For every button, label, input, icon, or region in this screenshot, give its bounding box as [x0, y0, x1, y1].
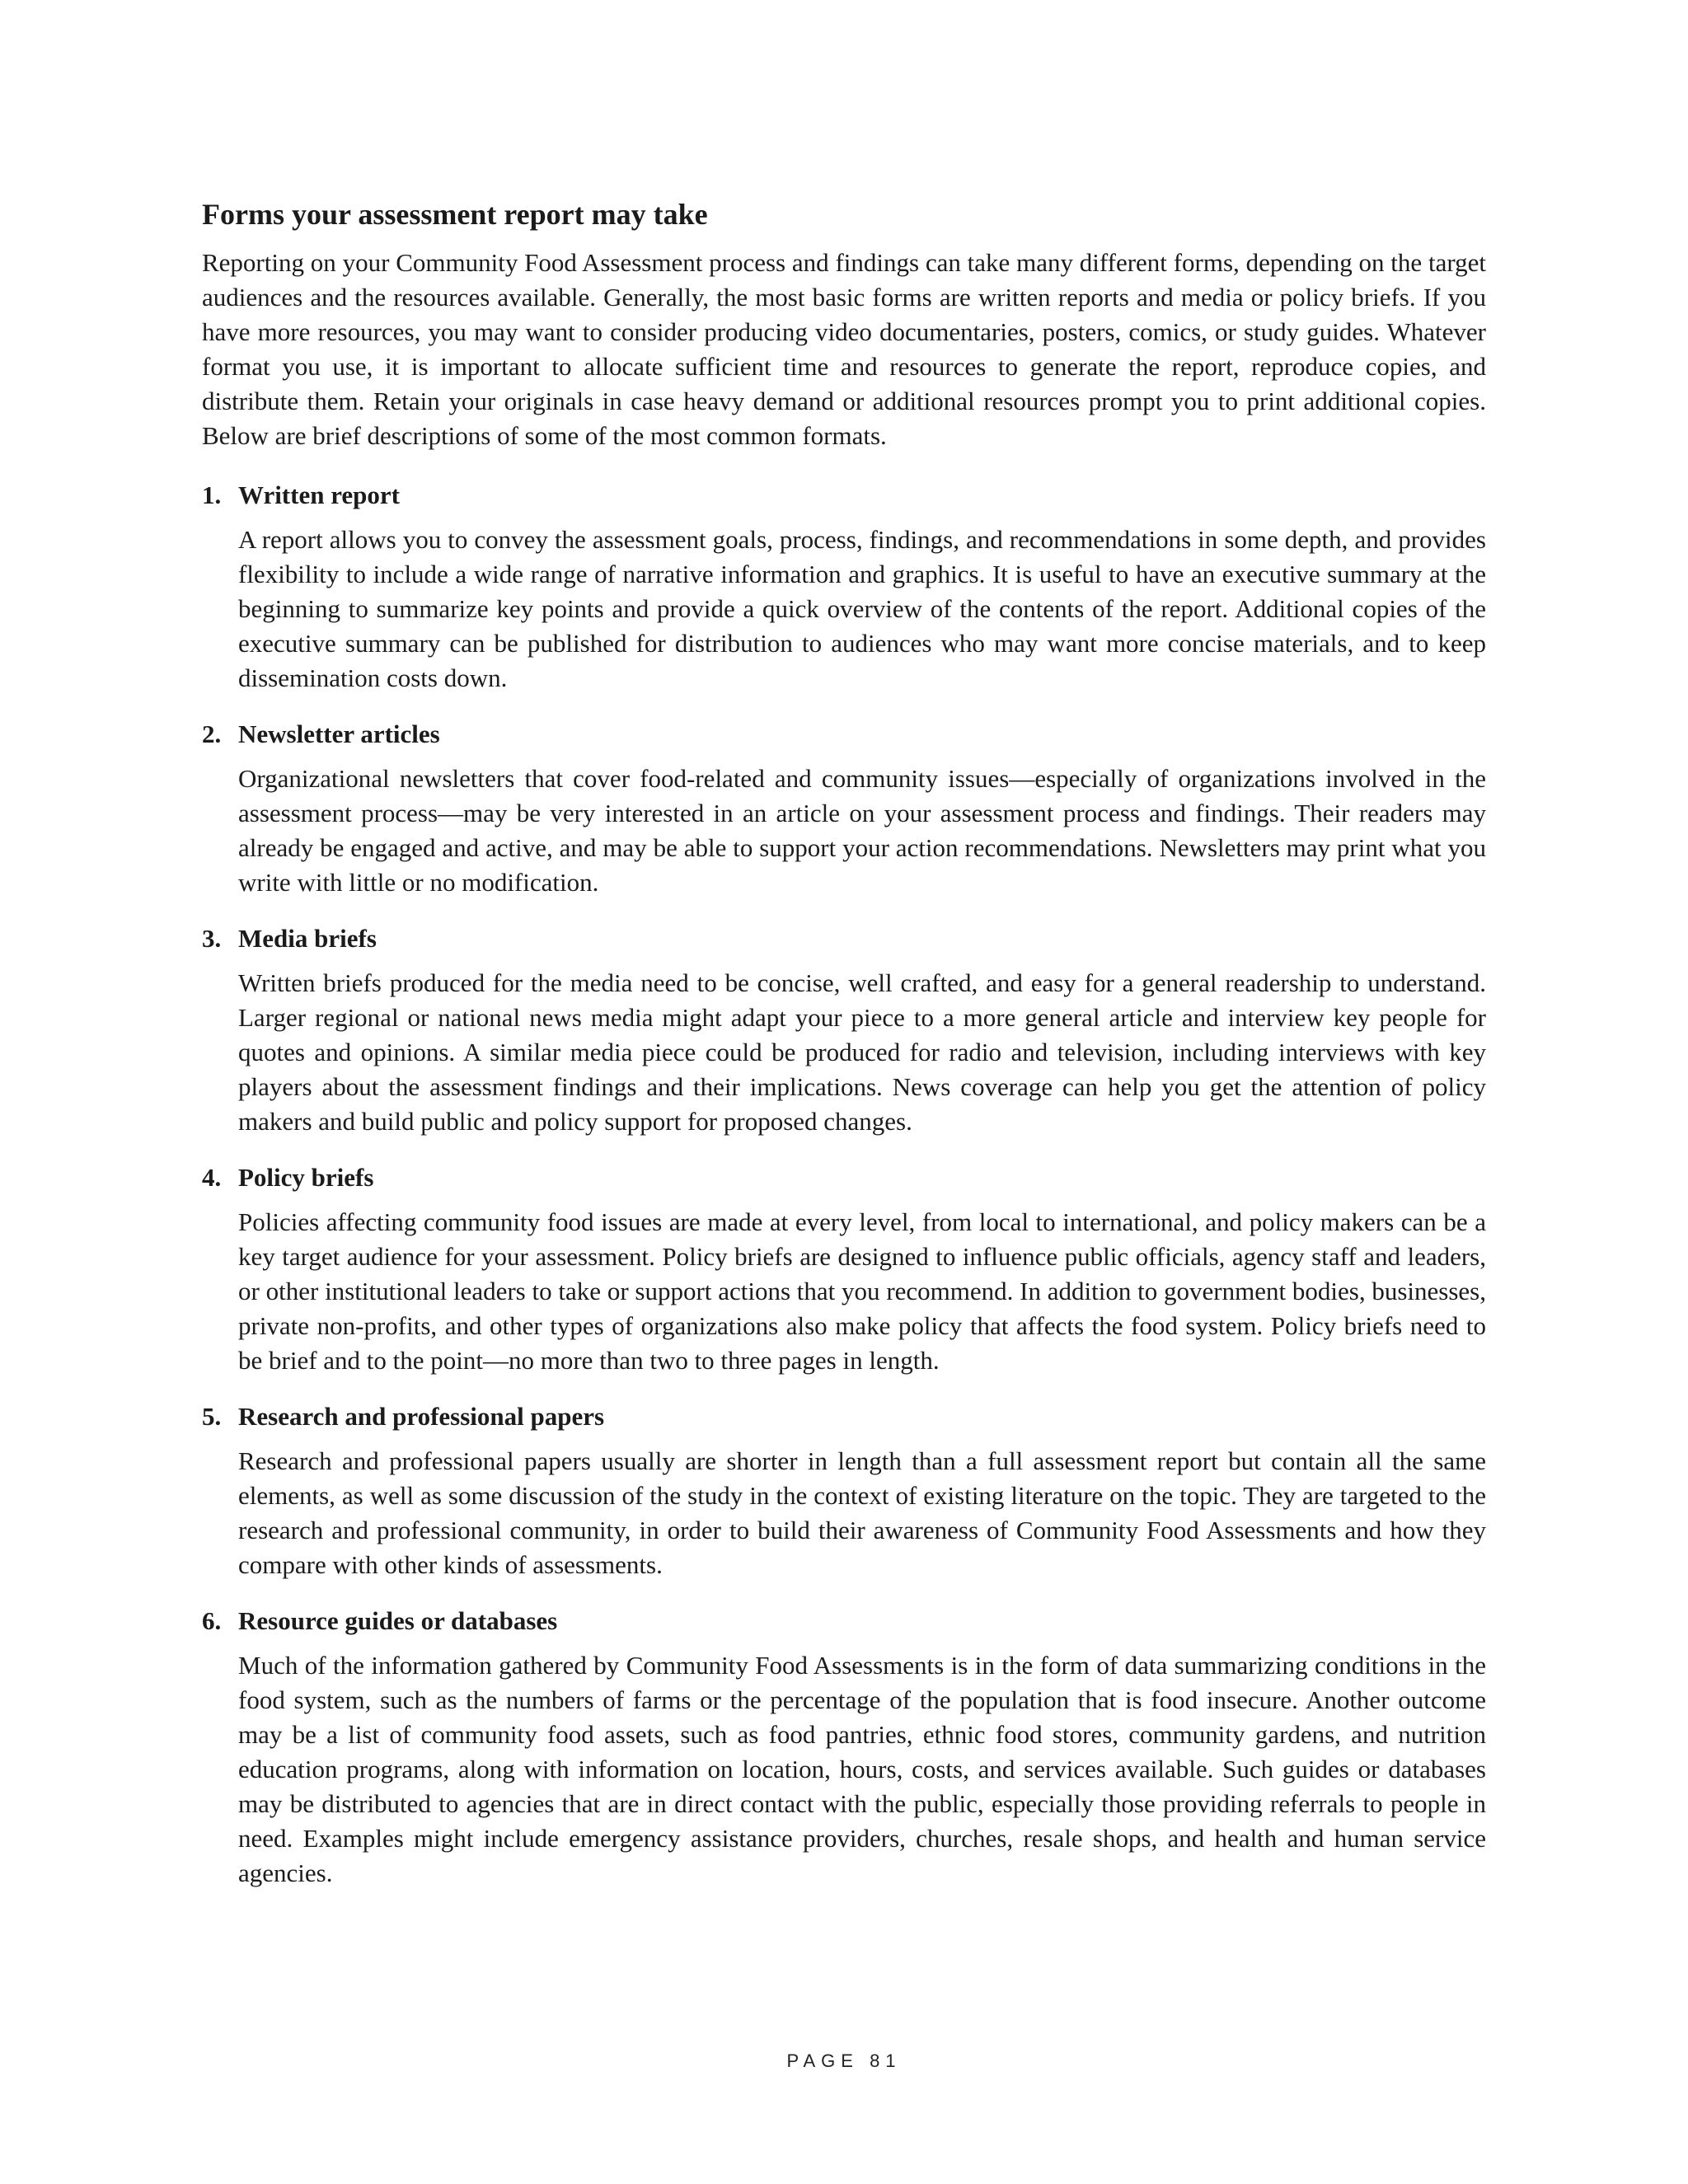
list-item-heading — [202, 478, 1486, 513]
list-item-title: Newsletter articles — [238, 719, 440, 748]
list-item-title: Resource guides or databases — [238, 1606, 558, 1635]
formats-list — [202, 478, 1486, 1891]
list-item-title: Written report — [238, 480, 400, 509]
list-item-number: 2. — [202, 719, 222, 748]
list-item — [202, 1160, 1486, 1378]
list-item-body: Policies affecting community food issues are made at every level, from local to international, and policy makers can be a key target audience for your assessment. Policy briefs are designed to influence public officials, agency staff and leaders, or other institutional leaders to take or support actions that you recommend. In addition to government bodies, businesses, private non-profits, and other types of organizations also make policy that affects the food system. Policy briefs need to be brief and to the point—no more than two to three pages in length. — [238, 1207, 1486, 1375]
list-item — [202, 1399, 1486, 1582]
section-title: Forms your assessment report may take — [202, 198, 708, 231]
list-item — [202, 478, 1486, 696]
list-item-body: Organizational newsletters that cover food-related and community issues—especially of organizations involved in the assessment process—may be very interested in an article on your assessment process and findings. Their readers may already be engaged and active, and may be able to support your action recommendations. Newsletters may print what you write with little or no modification. — [238, 764, 1486, 897]
list-item — [202, 921, 1486, 1139]
list-item-body: A report allows you to convey the assessment goals, process, findings, and recommendations in some depth, and provides flexibility to include a wide range of narrative information and graphics. It is useful to have an executive summary at the beginning to summarize key points and provide a quick overview of the contents of the report. Additional copies of the executive summary can be published for distribution to audiences who may want more concise materials, and to keep dissemination costs down. — [238, 525, 1486, 692]
list-item-body: Research and professional papers usually are shorter in length than a full assessment report but contain all the same elements, as well as some discussion of the study in the context of existing literature on the topic. They are targeted to the research and professional community, in order to build their awareness of Community Food Assessments and how they compare with other kinds of assessments. — [238, 1446, 1486, 1579]
list-item-heading — [202, 1160, 1486, 1195]
list-item-title: Research and professional papers — [238, 1402, 605, 1431]
list-item-heading — [202, 921, 1486, 956]
list-item-number: 1. — [202, 480, 222, 509]
intro-paragraph: Reporting on your Community Food Assessment process and findings can take many different forms, depending on the target audiences and the resources available. Generally, the most basic forms are written reports and media or policy briefs. If you have more resources, you may want to consider producing video documentaries, posters, comics, or study guides. Whatever format you use, it is important to allocate sufficient time and resources to generate the report, reproduce copies, and distribute them. Retain your originals in case heavy demand or additional resources prompt you to print additional copies. Below are brief descriptions of some of the most common formats. — [202, 248, 1486, 450]
page-number: PAGE 81 — [786, 2050, 902, 2071]
list-item-title: Media briefs — [238, 924, 377, 953]
list-item-number: 5. — [202, 1402, 222, 1431]
list-item-heading — [202, 1399, 1486, 1434]
list-item — [202, 717, 1486, 900]
list-item-number: 3. — [202, 924, 222, 953]
list-item — [202, 1604, 1486, 1891]
list-item-heading — [202, 717, 1486, 752]
list-item-heading — [202, 1604, 1486, 1638]
list-item-number: 6. — [202, 1606, 222, 1635]
list-item-number: 4. — [202, 1163, 222, 1192]
page-content — [202, 191, 1486, 1912]
list-item-body: Much of the information gathered by Community Food Assessments is in the form of data summarizing conditions in the food system, such as the numbers of farms or the percentage of the population that is food insecure. Another outcome may be a list of community food assets, such as food pantries, ethnic food stores, community gardens, and nutrition education programs, along with information on location, hours, costs, and services available. Such guides or databases may be distributed to agencies that are in direct contact with the public, especially those providing referrals to people in need. Examples might include emergency assistance providers, churches, resale shops, and health and human service agencies. — [238, 1651, 1486, 1887]
list-item-title: Policy briefs — [238, 1163, 374, 1192]
list-item-body: Written briefs produced for the media need to be concise, well crafted, and easy for a general readership to understand. Larger regional or national news media might adapt your piece to a more general article and interview key people for quotes and opinions. A similar media piece could be produced for radio and television, including interviews with key players about the assessment findings and their implications. News coverage can help you get the attention of policy makers and build public and policy support for proposed changes. — [238, 968, 1486, 1136]
